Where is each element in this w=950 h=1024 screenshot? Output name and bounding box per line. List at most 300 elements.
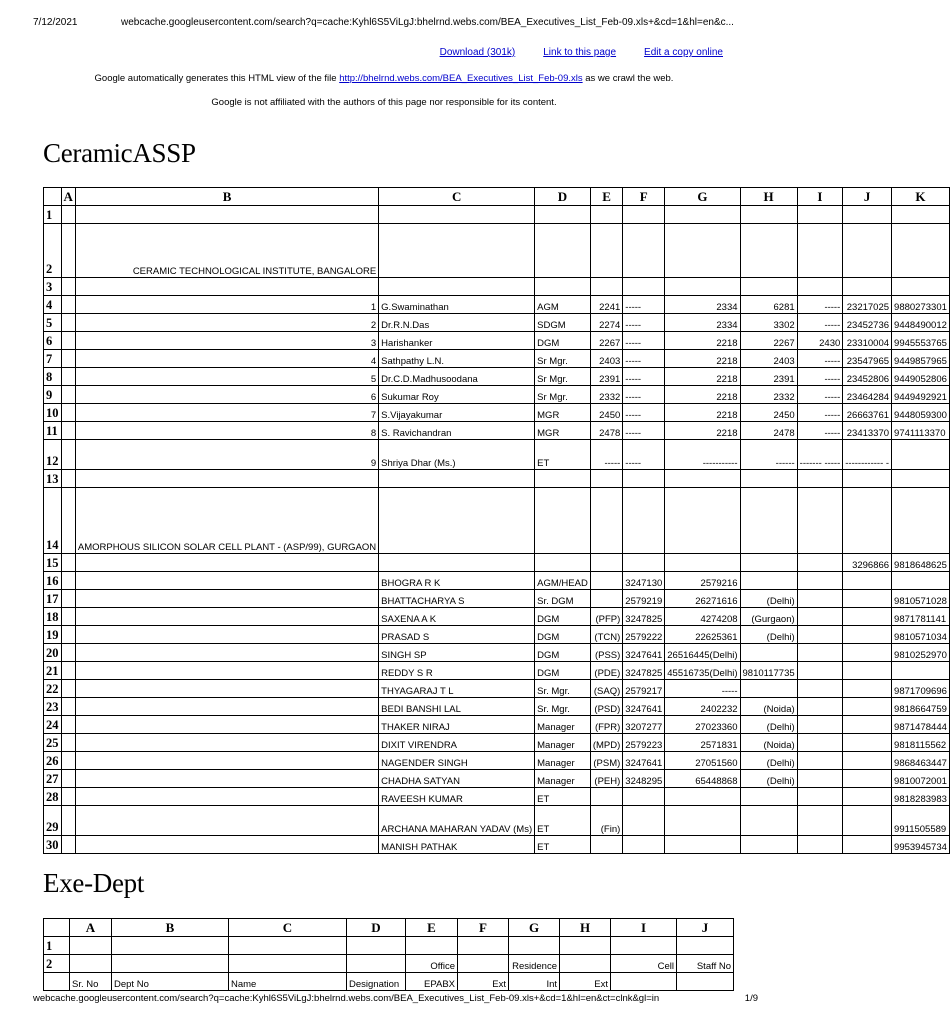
- table-row: [44, 278, 950, 296]
- table-cell: [347, 937, 406, 955]
- table-cell: [843, 788, 892, 806]
- table-cell: [797, 626, 843, 644]
- table-cell: (PSD): [590, 698, 622, 716]
- table-cell: DGM: [535, 644, 591, 662]
- table-cell: [535, 554, 591, 572]
- table-cell: 26271616: [665, 590, 740, 608]
- table-cell: 26516445(Delhi): [665, 644, 740, 662]
- table-row: [44, 644, 950, 662]
- table-cell: [665, 206, 740, 224]
- table-cell: 23452736: [843, 314, 892, 332]
- table-cell: Sukumar Roy: [379, 386, 535, 404]
- table-cell: [590, 788, 622, 806]
- table-cell: [740, 806, 797, 836]
- table-cell: [61, 788, 75, 806]
- table-cell: [611, 973, 677, 991]
- table-cell: 2579222: [623, 626, 665, 644]
- table-cell: [75, 788, 378, 806]
- table-row: [44, 296, 950, 314]
- table-cell: [535, 488, 591, 554]
- table-cell: 2241: [590, 296, 622, 314]
- table-cell: -----: [623, 296, 665, 314]
- notice-suffix: as we crawl the web.: [582, 73, 674, 84]
- column-header: C: [379, 188, 535, 206]
- table-cell: [112, 955, 229, 973]
- table-cell: 4: [75, 350, 378, 368]
- table-row: [44, 488, 950, 554]
- column-header: H: [560, 919, 611, 937]
- table-cell: Manager: [535, 752, 591, 770]
- column-header: E: [406, 919, 458, 937]
- table-cell: [379, 278, 535, 296]
- table-cell: 3247641: [623, 698, 665, 716]
- table-row: [44, 314, 950, 332]
- table-cell: [797, 470, 843, 488]
- table-cell: 9818283983: [892, 788, 950, 806]
- table-cell: 2579219: [623, 590, 665, 608]
- table-cell: SDGM: [535, 314, 591, 332]
- table-cell: [590, 224, 622, 278]
- table-cell: REDDY S R: [379, 662, 535, 680]
- table-cell: [892, 440, 950, 470]
- table-cell: Ext: [560, 973, 611, 991]
- table-cell: S.Vijayakumar: [379, 404, 535, 422]
- table-cell: Dept No: [112, 973, 229, 991]
- table-cell: -----: [623, 404, 665, 422]
- table-row: [44, 734, 950, 752]
- table-row: [44, 752, 950, 770]
- table-cell: [379, 488, 535, 554]
- table-cell: [623, 836, 665, 854]
- table-cell: [61, 608, 75, 626]
- row-header: 3: [44, 278, 62, 296]
- table-cell: [61, 626, 75, 644]
- table-cell: [406, 937, 458, 955]
- table-cell: 9818648625: [892, 554, 950, 572]
- table-cell: [229, 955, 347, 973]
- table-row: [44, 368, 950, 386]
- table-row: [44, 955, 734, 973]
- ceramic-table: [43, 187, 950, 854]
- column-header: J: [677, 919, 734, 937]
- table-cell: [535, 206, 591, 224]
- table-cell: (Delhi): [740, 752, 797, 770]
- table-cell: (Delhi): [740, 590, 797, 608]
- table-cell: [112, 937, 229, 955]
- table-cell: [61, 488, 75, 554]
- table-cell: PRASAD S: [379, 626, 535, 644]
- table-cell: MGR: [535, 404, 591, 422]
- table-cell: [611, 937, 677, 955]
- link-to-page-link[interactable]: Link to this page: [543, 47, 617, 58]
- table-cell: -----: [797, 404, 843, 422]
- table-cell: MGR: [535, 422, 591, 440]
- column-header: B: [75, 188, 378, 206]
- table-cell: [892, 278, 950, 296]
- table-cell: -----: [590, 440, 622, 470]
- table-cell: Name: [229, 973, 347, 991]
- table-row: [44, 680, 950, 698]
- table-cell: (Noida): [740, 734, 797, 752]
- table-cell: EPABX: [406, 973, 458, 991]
- table-cell: Staff No: [677, 955, 734, 973]
- table-cell: 27051560: [665, 752, 740, 770]
- table-cell: [61, 590, 75, 608]
- table-cell: ARCHANA MAHARAN YADAV (Ms): [379, 806, 535, 836]
- table-cell: [61, 806, 75, 836]
- table-cell: [797, 554, 843, 572]
- column-header: H: [740, 188, 797, 206]
- table-cell: [590, 554, 622, 572]
- table-cell: 9945553765: [892, 332, 950, 350]
- table-cell: 2403: [590, 350, 622, 368]
- table-cell: [843, 608, 892, 626]
- table-cell: -----: [797, 350, 843, 368]
- table-cell: [75, 716, 378, 734]
- table-cell: ET: [535, 806, 591, 836]
- table-cell: 9871478444: [892, 716, 950, 734]
- table-cell: [843, 698, 892, 716]
- table-cell: [535, 470, 591, 488]
- table-cell: (SAQ): [590, 680, 622, 698]
- table-row: [44, 698, 950, 716]
- table-cell: [535, 278, 591, 296]
- table-cell: 9810252970: [892, 644, 950, 662]
- table-cell: -----: [623, 386, 665, 404]
- table-cell: [665, 554, 740, 572]
- browser-date: 7/12/2021: [33, 17, 78, 28]
- table-cell: 23413370: [843, 422, 892, 440]
- table-cell: [347, 955, 406, 973]
- table-cell: [740, 554, 797, 572]
- table-cell: Dr.R.N.Das: [379, 314, 535, 332]
- column-header: J: [843, 188, 892, 206]
- row-header: 10: [44, 404, 62, 422]
- table-cell: [797, 836, 843, 854]
- table-cell: [70, 955, 112, 973]
- row-header: 19: [44, 626, 62, 644]
- table-cell: 9953945734: [892, 836, 950, 854]
- table-cell: [70, 937, 112, 955]
- table-row: [44, 386, 950, 404]
- table-cell: -----: [623, 422, 665, 440]
- table-cell: -----: [623, 440, 665, 470]
- table-cell: 3248295: [623, 770, 665, 788]
- table-cell: DGM: [535, 626, 591, 644]
- table-cell: [843, 278, 892, 296]
- table-cell: DGM: [535, 608, 591, 626]
- table-cell: -----: [665, 680, 740, 698]
- table-cell: [75, 698, 378, 716]
- table-cell: [892, 488, 950, 554]
- table-cell: 9449052806: [892, 368, 950, 386]
- table-cell: [75, 278, 378, 296]
- cache-links: [440, 47, 723, 58]
- table-cell: (PDE): [590, 662, 622, 680]
- table-cell: 3247130: [623, 572, 665, 590]
- row-header: 4: [44, 296, 62, 314]
- table-cell: DIXIT VIRENDRA: [379, 734, 535, 752]
- table-cell: 9911505589: [892, 806, 950, 836]
- column-header: G: [665, 188, 740, 206]
- table-cell: [75, 626, 378, 644]
- table-cell: 9448059300: [892, 404, 950, 422]
- table-cell: MANISH PATHAK: [379, 836, 535, 854]
- table-row: [44, 626, 950, 644]
- table-cell: 9818115562: [892, 734, 950, 752]
- table-cell: [797, 788, 843, 806]
- table-cell: [797, 716, 843, 734]
- table-cell: [843, 716, 892, 734]
- table-cell: [740, 644, 797, 662]
- row-header: 13: [44, 470, 62, 488]
- table-cell: ------------ -: [843, 440, 892, 470]
- table-cell: [665, 806, 740, 836]
- sheet-title-ceramic: CeramicASSP: [43, 138, 196, 168]
- table-cell: [75, 752, 378, 770]
- table-cell: [797, 206, 843, 224]
- table-cell: [229, 937, 347, 955]
- table-cell: [61, 440, 75, 470]
- table-cell: [623, 224, 665, 278]
- table-cell: 9868463447: [892, 752, 950, 770]
- table-cell: [379, 206, 535, 224]
- table-cell: [740, 836, 797, 854]
- table-cell: [797, 770, 843, 788]
- table-cell: [61, 698, 75, 716]
- table-cell: Manager: [535, 734, 591, 752]
- table-cell: [843, 572, 892, 590]
- table-cell: [892, 470, 950, 488]
- table-cell: [75, 470, 378, 488]
- page-number: 1/9: [744, 993, 758, 1004]
- row-header: 27: [44, 770, 62, 788]
- table-cell: 2218: [665, 350, 740, 368]
- table-cell: [75, 806, 378, 836]
- table-cell: Residence: [509, 955, 560, 973]
- column-header: A: [61, 188, 75, 206]
- table-cell: Sr. Mgr.: [535, 680, 591, 698]
- table-cell: 2579216: [665, 572, 740, 590]
- table-row: [44, 350, 950, 368]
- table-cell: [665, 788, 740, 806]
- table-cell: (MPD): [590, 734, 622, 752]
- table-cell: [677, 973, 734, 991]
- table-cell: (PSM): [590, 752, 622, 770]
- table-cell: (Delhi): [740, 626, 797, 644]
- table-cell: [61, 278, 75, 296]
- table-cell: -----: [797, 314, 843, 332]
- table-cell: 4274208: [665, 608, 740, 626]
- table-cell: [75, 680, 378, 698]
- row-header: 1: [44, 937, 70, 955]
- table-cell: 3302: [740, 314, 797, 332]
- table-row: [44, 590, 950, 608]
- table-cell: 9810117735: [740, 662, 797, 680]
- table-cell: [379, 554, 535, 572]
- table-cell: 3207277: [623, 716, 665, 734]
- table-cell: Sr. DGM: [535, 590, 591, 608]
- table-cell: 2218: [665, 422, 740, 440]
- table-row: [44, 554, 950, 572]
- table-cell: Int: [509, 973, 560, 991]
- table-cell: ET: [535, 836, 591, 854]
- table-cell: 2403: [740, 350, 797, 368]
- table-cell: [797, 572, 843, 590]
- table-cell: 9880273301: [892, 296, 950, 314]
- table-cell: [61, 314, 75, 332]
- table-cell: 9448490012: [892, 314, 950, 332]
- table-cell: 2: [75, 314, 378, 332]
- table-cell: 9871781141: [892, 608, 950, 626]
- table-cell: [535, 224, 591, 278]
- row-header: 12: [44, 440, 62, 470]
- table-cell: [843, 734, 892, 752]
- table-cell: 23217025: [843, 296, 892, 314]
- table-cell: [843, 770, 892, 788]
- table-cell: (Gurgaon): [740, 608, 797, 626]
- table-row: [44, 806, 950, 836]
- footer-url: webcache.googleusercontent.com/search?q=cache:Kyhl6S5ViLgJ:bhelrnd.webs.com/BEA_Executives_List_Feb-09.xls+&cd=1&hl=en&ct=clnk&gl=in: [33, 993, 660, 1004]
- row-header: 29: [44, 806, 62, 836]
- table-cell: [61, 662, 75, 680]
- table-cell: BHATTACHARYA S: [379, 590, 535, 608]
- table-cell: 2267: [740, 332, 797, 350]
- table-cell: 2218: [665, 332, 740, 350]
- table-cell: [75, 572, 378, 590]
- table-cell: ET: [535, 440, 591, 470]
- table-cell: [61, 296, 75, 314]
- table-cell: THAKER NIRAJ: [379, 716, 535, 734]
- column-header: K: [892, 188, 950, 206]
- table-cell: 2579217: [623, 680, 665, 698]
- table-cell: [75, 662, 378, 680]
- table-cell: [590, 206, 622, 224]
- table-cell: [843, 680, 892, 698]
- row-header: 6: [44, 332, 62, 350]
- table-cell: [61, 206, 75, 224]
- table-cell: [665, 470, 740, 488]
- table-cell: Sr Mgr.: [535, 386, 591, 404]
- table-row: [44, 422, 950, 440]
- column-header: E: [590, 188, 622, 206]
- table-row: [44, 716, 950, 734]
- column-header: A: [70, 919, 112, 937]
- table-cell: [843, 806, 892, 836]
- table-row: [44, 608, 950, 626]
- table-cell: [61, 644, 75, 662]
- table-cell: [797, 806, 843, 836]
- table-cell: 2332: [590, 386, 622, 404]
- row-header: 21: [44, 662, 62, 680]
- table-cell: 27023360: [665, 716, 740, 734]
- sheet-title-exe-dept: Exe-Dept: [43, 868, 145, 898]
- table-cell: ------- -----: [797, 440, 843, 470]
- table-cell: 3247641: [623, 752, 665, 770]
- row-header: 5: [44, 314, 62, 332]
- table-cell: Ext: [458, 973, 509, 991]
- table-cell: [75, 590, 378, 608]
- table-cell: [892, 572, 950, 590]
- table-cell: [843, 206, 892, 224]
- table-cell: 2334: [665, 296, 740, 314]
- table-cell: ------: [740, 440, 797, 470]
- table-cell: 3247825: [623, 662, 665, 680]
- table-cell: [61, 572, 75, 590]
- notice-prefix: Google automatically generates this HTML view of the file: [94, 73, 340, 84]
- table-cell: [509, 937, 560, 955]
- row-header: 9: [44, 386, 62, 404]
- column-header: C: [229, 919, 347, 937]
- table-cell: 45516735(Delhi): [665, 662, 740, 680]
- table-row: [44, 206, 950, 224]
- table-cell: [797, 698, 843, 716]
- table-cell: [843, 470, 892, 488]
- table-cell: 2478: [740, 422, 797, 440]
- table-cell: (TCN): [590, 626, 622, 644]
- table-cell: [590, 278, 622, 296]
- table-cell: (PFP): [590, 608, 622, 626]
- table-cell: SINGH SP: [379, 644, 535, 662]
- table-cell: 9810072001: [892, 770, 950, 788]
- table-cell: BEDI BANSHI LAL: [379, 698, 535, 716]
- table-cell: 23464284: [843, 386, 892, 404]
- table-row: [44, 470, 950, 488]
- table-cell: [560, 955, 611, 973]
- table-cell: [379, 224, 535, 278]
- table-cell: Sr. Mgr.: [535, 698, 591, 716]
- table-cell: [61, 404, 75, 422]
- table-cell: -----: [623, 350, 665, 368]
- table-cell: -----: [797, 368, 843, 386]
- table-cell: 9818664759: [892, 698, 950, 716]
- download-link[interactable]: Download (301k): [439, 47, 516, 58]
- table-cell: [61, 470, 75, 488]
- table-cell: [665, 836, 740, 854]
- table-cell: AGM/HEAD: [535, 572, 591, 590]
- row-header: 15: [44, 554, 62, 572]
- table-cell: 2450: [740, 404, 797, 422]
- edit-copy-link[interactable]: Edit a copy online: [644, 47, 723, 58]
- row-header: 16: [44, 572, 62, 590]
- table-cell: 9449857965: [892, 350, 950, 368]
- file-link[interactable]: http://bhelrnd.webs.com/BEA_Executives_List_Feb-09.xls: [339, 73, 583, 84]
- table-cell: 2478: [590, 422, 622, 440]
- table-cell: Harishanker: [379, 332, 535, 350]
- corner-cell: [44, 188, 62, 206]
- row-header: 22: [44, 680, 62, 698]
- table-cell: (Fin): [590, 806, 622, 836]
- row-header: 25: [44, 734, 62, 752]
- column-header: I: [611, 919, 677, 937]
- table-cell: [623, 206, 665, 224]
- table-cell: [61, 350, 75, 368]
- table-cell: THYAGARAJ T L: [379, 680, 535, 698]
- table-cell: 2332: [740, 386, 797, 404]
- table-cell: AMORPHOUS SILICON SOLAR CELL PLANT - (ASP/99), GURGAON: [75, 488, 378, 554]
- table-cell: [590, 488, 622, 554]
- column-header: F: [623, 188, 665, 206]
- row-header: 8: [44, 368, 62, 386]
- table-cell: [61, 752, 75, 770]
- column-header: G: [509, 919, 560, 937]
- column-header: I: [797, 188, 843, 206]
- table-cell: [61, 422, 75, 440]
- table-cell: [61, 734, 75, 752]
- table-cell: [843, 662, 892, 680]
- table-cell: ET: [535, 788, 591, 806]
- table-cell: Dr.C.D.Madhusoodana: [379, 368, 535, 386]
